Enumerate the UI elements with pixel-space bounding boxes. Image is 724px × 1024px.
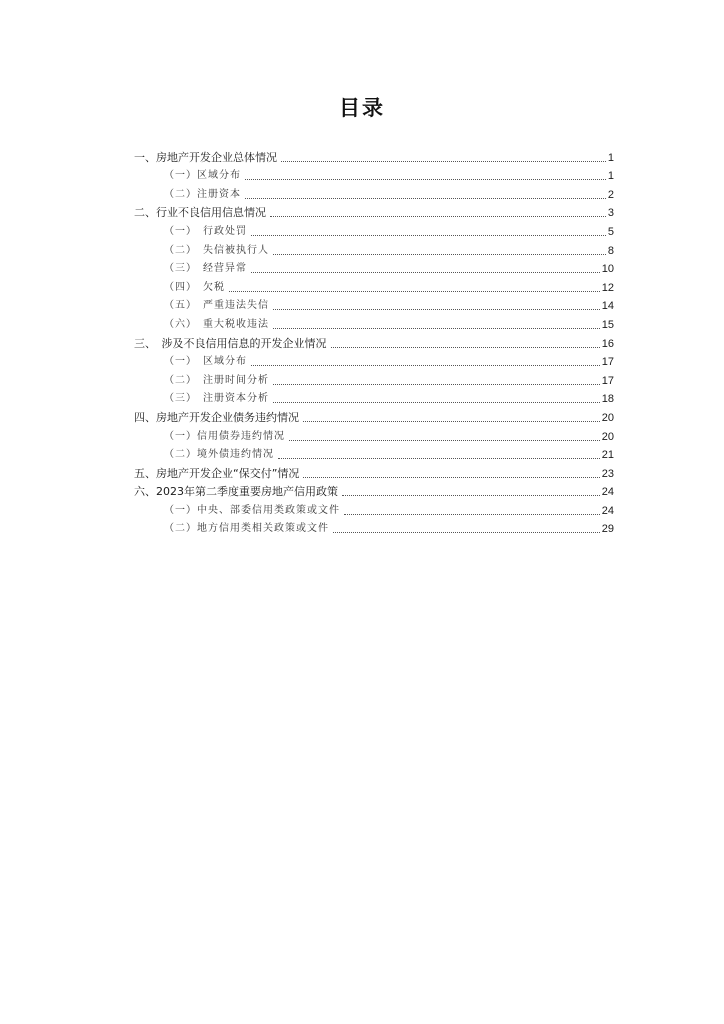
toc-page-number: 29 [601,523,614,536]
toc-subsection-entry[interactable] [134,518,614,537]
toc-dot-leader [342,495,600,496]
toc-entry-label: （三） 经营异常 [164,263,247,275]
toc-entry-label: （一）区域分布 [164,170,241,182]
toc-entry-label: （一）信用债券违约情况 [164,430,285,442]
toc-dot-leader [303,421,600,422]
toc-page-number: 20 [601,430,614,443]
toc-dot-leader [251,365,600,366]
toc-page-number: 18 [601,393,614,406]
toc-section-entry[interactable] [134,481,614,500]
toc-entry-label: 二、行业不良信用信息情况 [134,206,266,220]
toc-page-number: 10 [601,263,614,276]
toc-dot-leader [273,402,600,403]
toc-page-number: 1 [607,170,614,183]
toc-list [134,146,614,536]
toc-dot-leader [344,514,600,515]
toc-dot-leader [333,532,600,533]
toc-subsection-entry[interactable] [134,425,614,444]
toc-subsection-entry[interactable] [134,369,614,388]
toc-dot-leader [273,384,600,385]
toc-dot-leader [273,254,606,255]
toc-entry-label: （六） 重大税收违法 [164,318,269,330]
toc-page-number: 12 [601,281,614,294]
toc-dot-leader [303,477,599,478]
toc-entry-label: （一） 区域分布 [164,356,247,368]
toc-page-number: 16 [601,337,614,350]
toc-page-number: 17 [601,356,614,369]
toc-dot-leader [245,198,606,199]
toc-subsection-entry[interactable] [134,351,614,370]
toc-page-number: 5 [607,225,614,238]
toc-page-number: 17 [601,374,614,387]
toc-dot-leader [229,291,600,292]
toc-page-number: 1 [607,151,614,164]
toc-entry-label: 五、房地产开发企业“保交付”情况 [134,466,300,480]
toc-title: 目录 [339,96,385,120]
toc-subsection-entry[interactable] [134,165,614,184]
toc-page-number: 15 [601,318,614,331]
toc-dot-leader [251,235,606,236]
toc-entry-label: （二）境外债违约情况 [164,449,274,461]
toc-page-number: 3 [607,207,614,220]
toc-dot-leader [289,440,600,441]
toc-dot-leader [270,216,606,217]
toc-subsection-entry[interactable] [134,276,614,295]
toc-subsection-entry[interactable] [134,239,614,258]
toc-page-number: 24 [601,504,614,517]
toc-entry-label: （四） 欠税 [164,281,225,293]
toc-entry-label: （二） 失信被执行人 [164,244,269,256]
toc-entry-label: （二）地方信用类相关政策或文件 [164,523,329,535]
toc-entry-label: （三） 注册资本分析 [164,393,269,405]
toc-section-entry[interactable] [134,406,614,425]
toc-dot-leader [281,161,606,162]
toc-page-number: 14 [601,300,614,313]
toc-dot-leader [251,272,600,273]
toc-page-number: 8 [607,244,614,257]
toc-subsection-entry[interactable] [134,444,614,463]
toc-section-entry[interactable] [134,146,614,165]
toc-subsection-entry[interactable] [134,295,614,314]
toc-entry-label: （二） 注册时间分析 [164,374,269,386]
toc-section-entry[interactable] [134,462,614,481]
toc-section-entry[interactable] [134,202,614,221]
toc-entry-label: 六、2023年第二季度重要房地产信用政策 [134,485,338,499]
toc-subsection-entry[interactable] [134,388,614,407]
toc-page-number: 24 [601,486,614,499]
toc-entry-label: （一）中央、部委信用类政策或文件 [164,504,340,516]
toc-entry-label: 四、房地产开发企业债务违约情况 [134,410,299,424]
toc-dot-leader [245,179,606,180]
toc-entry-label: （一） 行政处罚 [164,225,247,237]
toc-entry-label: （五） 严重违法失信 [164,300,269,312]
toc-subsection-entry[interactable] [134,183,614,202]
toc-dot-leader [278,458,600,459]
toc-page-number: 2 [607,188,614,201]
toc-section-entry[interactable] [134,332,614,351]
toc-subsection-entry[interactable] [134,313,614,332]
toc-subsection-entry[interactable] [134,499,614,518]
toc-dot-leader [273,309,600,310]
toc-page-number: 20 [601,411,614,424]
toc-dot-leader [273,328,600,329]
toc-dot-leader [331,347,600,348]
toc-page-number: 23 [601,467,614,480]
toc-entry-label: （二）注册资本 [164,188,241,200]
toc-subsection-entry[interactable] [134,258,614,277]
toc-entry-label: 三、 涉及不良信用信息的开发企业情况 [134,336,327,350]
toc-page-number: 21 [601,449,614,462]
toc-entry-label: 一、房地产开发企业总体情况 [134,150,277,164]
toc-subsection-entry[interactable] [134,220,614,239]
